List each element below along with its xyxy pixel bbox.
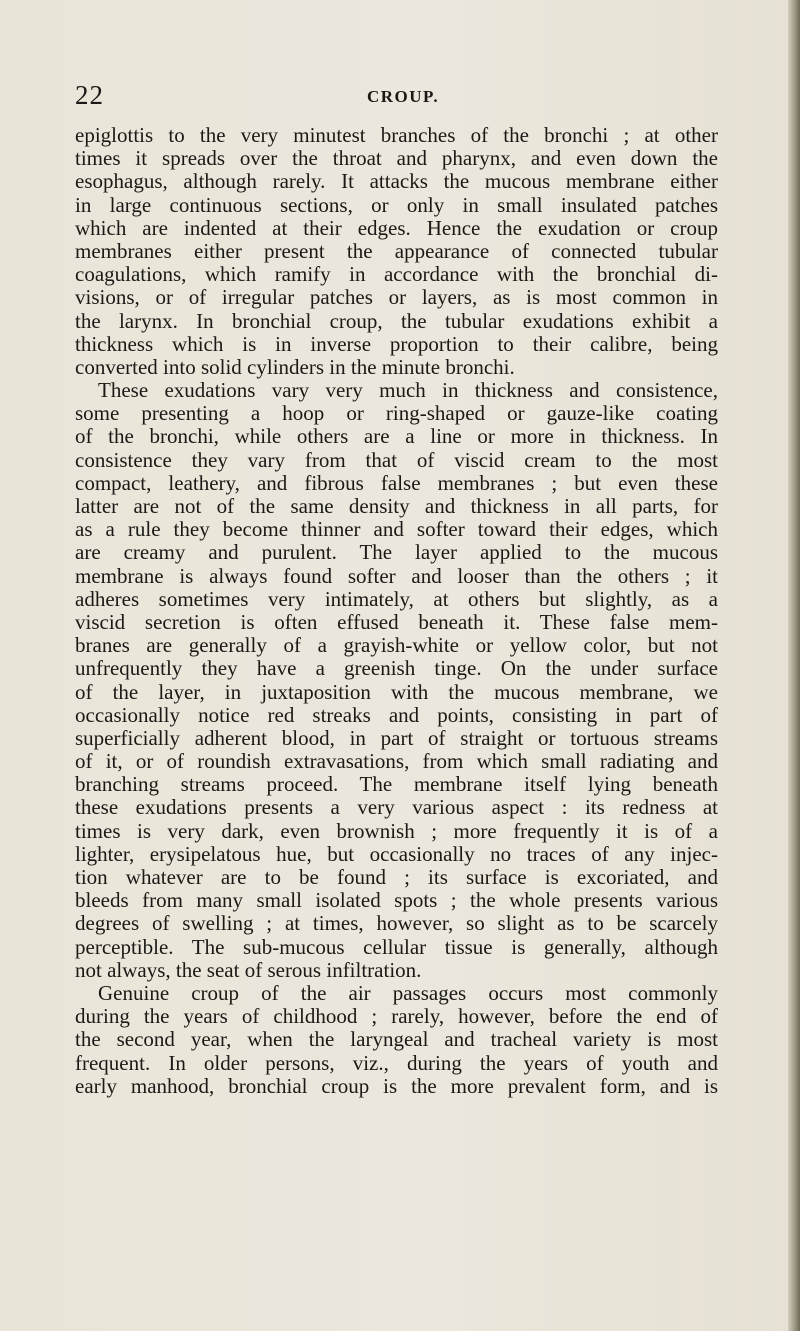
text-line: latter are not of the same density and thickness in all parts, for: [75, 494, 718, 518]
text-line: these exudations presents a very various aspect : its redness at: [75, 795, 718, 820]
text-line: some presenting a hoop or ring-shaped or gauze-like coating: [75, 401, 718, 426]
text-line: bleeds from many small isolated spots ; the whole presents various: [75, 888, 718, 913]
text-line: as a rule they become thinner and softer toward their edges, which: [75, 517, 718, 542]
text-line: branching streams proceed. The membrane itself lying beneath: [75, 772, 718, 797]
text-line: epiglottis to the very minutest branches of the bronchi ; at other: [75, 123, 718, 147]
text-line: tion whatever are to be found ; its surface is excoriated, and: [75, 865, 718, 889]
text-line: the second year, when the laryngeal and tracheal variety is most: [75, 1027, 718, 1052]
text-line: viscid secretion is often effused beneath it. These false mem-: [75, 609, 718, 634]
text-line: of the bronchi, while others are a line or more in thickness. In: [75, 424, 718, 449]
page-number: 22: [75, 80, 104, 110]
text-line: the larynx. In bronchial croup, the tubular exudations exhibit a: [75, 308, 718, 333]
text-line: branes are generally of a grayish-white or yellow color, but not: [75, 633, 718, 658]
text-line: of the layer, in juxtaposition with the mucous membrane, we: [75, 679, 718, 704]
text-line: times it spreads over the throat and pharynx, and even down the: [75, 146, 718, 171]
text-line: perceptible. The sub-mucous cellular tissue is generally, although: [75, 934, 718, 959]
text-line: esophagus, although rarely. It attacks the mucous membrane either: [75, 169, 718, 194]
text-line: of it, or of roundish extravasations, from which small radiating and: [75, 749, 718, 774]
text-line: frequent. In older persons, viz., during the years of youth and: [75, 1050, 718, 1075]
paragraph-first-line: Genuine croup of the air passages occurs most commonly: [98, 980, 718, 1005]
text-line: superficially adherent blood, in part of straight or tortuous streams: [75, 725, 718, 750]
running-head: [75, 80, 715, 110]
paragraph-last-line: converted into solid cylinders in the minute bronchi.: [75, 354, 515, 379]
text-line: during the years of childhood ; rarely, however, before the end of: [75, 1004, 718, 1029]
text-line: lighter, erysipelatous hue, but occasionally no traces of any injec-: [75, 841, 718, 866]
page-edge-shadow: [788, 0, 800, 1331]
text-line: membrane is always found softer and looser than the others ; it: [75, 563, 718, 588]
paragraph-first-line: These exudations vary very much in thickness and consistence,: [98, 378, 718, 403]
text-line: compact, leathery, and fibrous false membranes ; but even these: [75, 470, 718, 495]
text-line: thickness which is in inverse proportion to their calibre, being: [75, 331, 718, 356]
text-line: which are indented at their edges. Hence the exudation or croup: [75, 215, 718, 240]
running-title: CROUP.: [367, 87, 440, 106]
text-line: adheres sometimes very intimately, at others but slightly, as a: [75, 586, 718, 611]
text-line: are creamy and purulent. The layer applied to the mucous: [75, 540, 718, 565]
text-line: unfrequently they have a greenish tinge. On the under surface: [75, 656, 718, 681]
text-line: degrees of swelling ; at times, however, so slight as to be scarcely: [75, 911, 718, 936]
text-line: consistence they vary from that of viscid cream to the most: [75, 447, 718, 472]
text-line: coagulations, which ramify in accordance with the bronchial di-: [75, 262, 718, 287]
text-line: times is very dark, even brownish ; more frequently it is of a: [75, 818, 718, 843]
text-line: early manhood, bronchial croup is the more prevalent form, and is: [75, 1073, 718, 1098]
text-line: visions, or of irregular patches or layers, as is most common in: [75, 285, 718, 310]
text-line: in large continuous sections, or only in small insulated patches: [75, 192, 718, 217]
text-line: occasionally notice red streaks and points, consisting in part of: [75, 702, 718, 727]
text-line: membranes either present the appearance of connected tubular: [75, 238, 718, 263]
body-text: [75, 124, 718, 1098]
paragraph-last-line: not always, the seat of serous infiltration.: [75, 957, 422, 982]
